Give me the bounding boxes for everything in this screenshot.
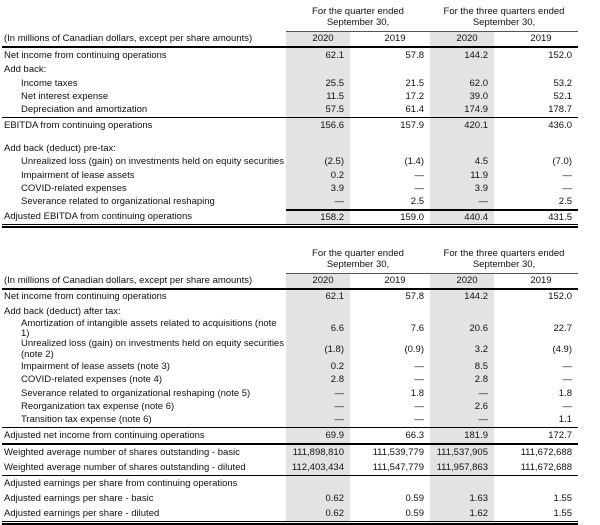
value-cell: 2.5 <box>410 196 424 208</box>
value-cell: 0.62 <box>286 506 350 521</box>
table-row <box>2 117 578 133</box>
value-cell: 112,403,434 <box>286 460 350 475</box>
table-row <box>2 290 578 305</box>
year-header: 2019 <box>384 32 406 44</box>
value-cell: 111,898,810 <box>286 445 350 460</box>
value-cell: (1.4) <box>404 156 424 168</box>
table-row <box>2 305 578 318</box>
value-cell: — <box>430 196 494 209</box>
column-group-header-row <box>2 6 578 32</box>
row-label: Adjusted earnings per share from continuing operations <box>4 477 238 489</box>
year-header: 2019 <box>530 274 552 286</box>
table-row <box>2 387 578 400</box>
row-label: Net income from continuing operations <box>4 291 167 303</box>
row-label: Reorganization tax expense (note 6) <box>21 400 175 412</box>
ebitda-reconciliation-table <box>2 6 578 228</box>
table-row <box>2 339 578 360</box>
value-cell: — <box>562 360 572 372</box>
value-cell: 152.0 <box>548 291 572 303</box>
value-cell <box>494 476 578 491</box>
table-row <box>2 156 578 169</box>
value-cell <box>494 305 578 318</box>
table-row <box>2 183 578 196</box>
value-cell: 1.55 <box>553 507 572 519</box>
value-cell <box>430 305 494 318</box>
column-group-wrap <box>286 6 578 32</box>
value-cell: 181.9 <box>430 428 494 443</box>
value-cell: 53.2 <box>553 77 572 89</box>
column-group-spacer <box>2 6 286 32</box>
value-cell: — <box>562 400 572 412</box>
value-cell: (4.9) <box>552 343 572 355</box>
table-row <box>2 414 578 427</box>
value-cell <box>350 133 430 142</box>
value-cell: 2.8 <box>430 374 494 387</box>
value-cell: — <box>286 414 350 427</box>
value-cell: (0.9) <box>404 343 424 355</box>
value-cell: 21.5 <box>405 77 424 89</box>
value-cell: — <box>414 360 424 372</box>
value-cell: 57.8 <box>405 291 424 303</box>
row-label: Net interest expense <box>21 91 109 103</box>
row-label: Add back: <box>4 64 47 76</box>
table-row <box>2 374 578 387</box>
value-cell: 1.62 <box>430 506 494 521</box>
value-cell <box>286 305 350 318</box>
value-cell: 57.5 <box>286 104 350 117</box>
value-cell: 1.1 <box>558 414 572 426</box>
table-row <box>2 209 578 225</box>
table-row <box>2 460 578 476</box>
row-label: Adjusted net income from continuing operations <box>4 429 205 441</box>
value-cell: 0.59 <box>405 492 424 504</box>
table-row <box>2 491 578 506</box>
units-note: (In millions of Canadian dollars, except per share amounts) <box>4 274 253 286</box>
value-cell: 144.2 <box>430 48 494 64</box>
value-cell: 158.2 <box>286 209 350 224</box>
value-cell: 1.8 <box>410 387 424 399</box>
value-cell: 17.2 <box>405 91 424 103</box>
value-cell: 57.8 <box>405 49 424 61</box>
table-row <box>2 445 578 460</box>
value-cell: 111,547,779 <box>372 461 424 473</box>
value-cell: — <box>414 414 424 426</box>
value-cell: — <box>286 387 350 400</box>
row-label: Unrealized loss (gain) on investments held on equity securities <box>21 156 284 168</box>
value-cell: 4.5 <box>430 156 494 169</box>
table-row <box>2 319 578 340</box>
row-label: Unrealized loss (gain) on investments held on equity securities (note 2) <box>21 338 284 360</box>
value-cell: — <box>562 169 572 181</box>
column-group-header: For the three quarters ended September 30, <box>443 6 565 28</box>
column-group-header: For the quarter ended September 30, <box>312 6 404 28</box>
value-cell: — <box>414 183 424 195</box>
value-cell <box>286 133 350 142</box>
year-header-row <box>2 32 578 48</box>
value-cell: 39.0 <box>430 91 494 104</box>
value-cell <box>350 305 430 318</box>
row-label: COVID-related expenses <box>21 183 127 195</box>
value-cell <box>430 133 494 142</box>
row-label: Weighted average number of shares outstanding - diluted <box>4 461 246 473</box>
value-cell: 111,957,863 <box>430 460 494 475</box>
value-cell: (1.8) <box>286 339 350 360</box>
table-row <box>2 476 578 491</box>
value-cell <box>494 64 578 77</box>
value-cell: 174.9 <box>430 104 494 117</box>
year-header: 2020 <box>430 274 494 288</box>
value-cell: — <box>414 400 424 412</box>
value-cell: — <box>414 169 424 181</box>
value-cell <box>494 142 578 155</box>
value-cell <box>286 142 350 155</box>
value-cell: 440.4 <box>430 209 494 224</box>
value-cell <box>286 476 350 491</box>
year-header: 2019 <box>530 32 552 44</box>
value-cell: 3.9 <box>430 183 494 196</box>
row-label: Amortization of intangible assets related to acquisitions (note 1) <box>21 317 277 340</box>
row-label: EBITDA from continuing operations <box>4 119 153 131</box>
table-row <box>2 506 578 522</box>
row-label: Income taxes <box>21 77 78 89</box>
row-label: Severance related to organizational reshaping <box>21 196 215 208</box>
value-cell: 159.0 <box>350 209 430 224</box>
value-cell: 11.5 <box>286 91 350 104</box>
table-bottom-rule <box>2 226 578 228</box>
value-cell <box>350 142 430 155</box>
table-row <box>2 169 578 182</box>
value-cell <box>350 64 430 77</box>
table-row <box>2 427 578 445</box>
value-cell: 152.0 <box>548 49 572 61</box>
table-row <box>2 196 578 209</box>
column-group-header: For the quarter ended September 30, <box>312 248 404 271</box>
value-cell: 2.8 <box>286 374 350 387</box>
row-label: Depreciation and amortization <box>21 104 148 116</box>
row-label: Add back (deduct) pre-tax: <box>4 142 116 154</box>
value-cell: 0.59 <box>405 507 424 519</box>
row-label: COVID-related expenses (note 4) <box>21 374 162 386</box>
value-cell <box>286 64 350 77</box>
row-label: Net income from continuing operations <box>4 49 167 61</box>
value-cell: 0.62 <box>286 491 350 506</box>
value-cell: 1.55 <box>553 492 572 504</box>
value-cell: 6.6 <box>286 319 350 340</box>
value-cell: 431.5 <box>494 209 578 224</box>
value-cell <box>494 133 578 142</box>
value-cell: 25.5 <box>286 77 350 90</box>
value-cell: 22.7 <box>553 322 572 334</box>
value-cell: 0.2 <box>286 360 350 373</box>
value-cell: 172.7 <box>548 429 572 441</box>
value-cell: 144.2 <box>430 290 494 305</box>
value-cell: 436.0 <box>548 119 572 131</box>
value-cell: 1.8 <box>558 387 572 399</box>
value-cell: 111,539,779 <box>372 446 424 458</box>
value-cell: 62.0 <box>430 77 494 90</box>
value-cell: 69.9 <box>286 428 350 443</box>
value-cell: 3.2 <box>430 339 494 360</box>
value-cell: (2.5) <box>286 156 350 169</box>
value-cell: 156.6 <box>286 118 350 133</box>
year-header: 2020 <box>286 274 350 288</box>
value-cell: 7.6 <box>410 322 424 334</box>
column-group-header-row <box>2 248 578 274</box>
value-cell: — <box>430 387 494 400</box>
value-cell <box>430 476 494 491</box>
units-note: (In millions of Canadian dollars, except per share amounts) <box>4 32 253 44</box>
value-cell: 20.6 <box>430 319 494 340</box>
value-cell: 111,672,688 <box>520 446 572 458</box>
row-label <box>2 133 286 142</box>
value-cell: 178.7 <box>548 104 572 116</box>
row-label: Add back (deduct) after tax: <box>4 305 121 317</box>
column-group-spacer <box>2 248 286 274</box>
value-cell: 2.6 <box>430 401 494 414</box>
table-row <box>2 64 578 77</box>
table-row <box>2 77 578 90</box>
value-cell: 420.1 <box>430 118 494 133</box>
row-label: Adjusted EBITDA from continuing operations <box>4 210 192 222</box>
value-cell: — <box>562 183 572 195</box>
year-header: 2020 <box>286 32 350 46</box>
value-cell: 111,537,905 <box>430 445 494 460</box>
row-label: Impairment of lease assets <box>21 169 135 181</box>
value-cell: 66.3 <box>405 429 424 441</box>
adjusted-net-income-table <box>2 248 578 525</box>
value-cell <box>350 476 430 491</box>
value-cell: — <box>430 414 494 427</box>
table-row <box>2 133 578 142</box>
value-cell: 62.1 <box>286 48 350 64</box>
value-cell: 61.4 <box>405 104 424 116</box>
year-header: 2019 <box>384 274 406 286</box>
value-cell: 52.1 <box>553 91 572 103</box>
value-cell: — <box>286 196 350 209</box>
value-cell: 2.5 <box>558 196 572 208</box>
row-label: Weighted average number of shares outstanding - basic <box>4 446 240 458</box>
table-row <box>2 48 578 64</box>
value-cell: 1.63 <box>430 491 494 506</box>
year-header: 2020 <box>430 32 494 46</box>
value-cell: — <box>286 401 350 414</box>
value-cell: — <box>562 374 572 386</box>
value-cell: 3.9 <box>286 183 350 196</box>
row-label: Severance related to organizational reshaping (note 5) <box>21 387 251 399</box>
value-cell: 8.5 <box>430 360 494 373</box>
column-group-header: For the three quarters ended September 30, <box>443 248 565 271</box>
table-row <box>2 360 578 373</box>
row-label: Adjusted earnings per share - basic <box>4 492 154 504</box>
table-row <box>2 91 578 104</box>
row-label: Adjusted earnings per share - diluted <box>4 507 160 519</box>
value-cell: 111,672,688 <box>520 461 572 473</box>
value-cell: 11.9 <box>430 169 494 182</box>
value-cell: 0.2 <box>286 169 350 182</box>
value-cell <box>430 142 494 155</box>
value-cell: — <box>414 374 424 386</box>
table-row <box>2 401 578 414</box>
value-cell: 157.9 <box>400 119 424 131</box>
table-row <box>2 104 578 117</box>
column-group-wrap <box>286 248 578 274</box>
value-cell <box>430 64 494 77</box>
year-header-row <box>2 274 578 290</box>
row-label: Impairment of lease assets (note 3) <box>21 360 170 372</box>
table-row <box>2 142 578 155</box>
row-label: Transition tax expense (note 6) <box>21 414 152 426</box>
value-cell: (7.0) <box>552 156 572 168</box>
value-cell: 62.1 <box>286 290 350 305</box>
